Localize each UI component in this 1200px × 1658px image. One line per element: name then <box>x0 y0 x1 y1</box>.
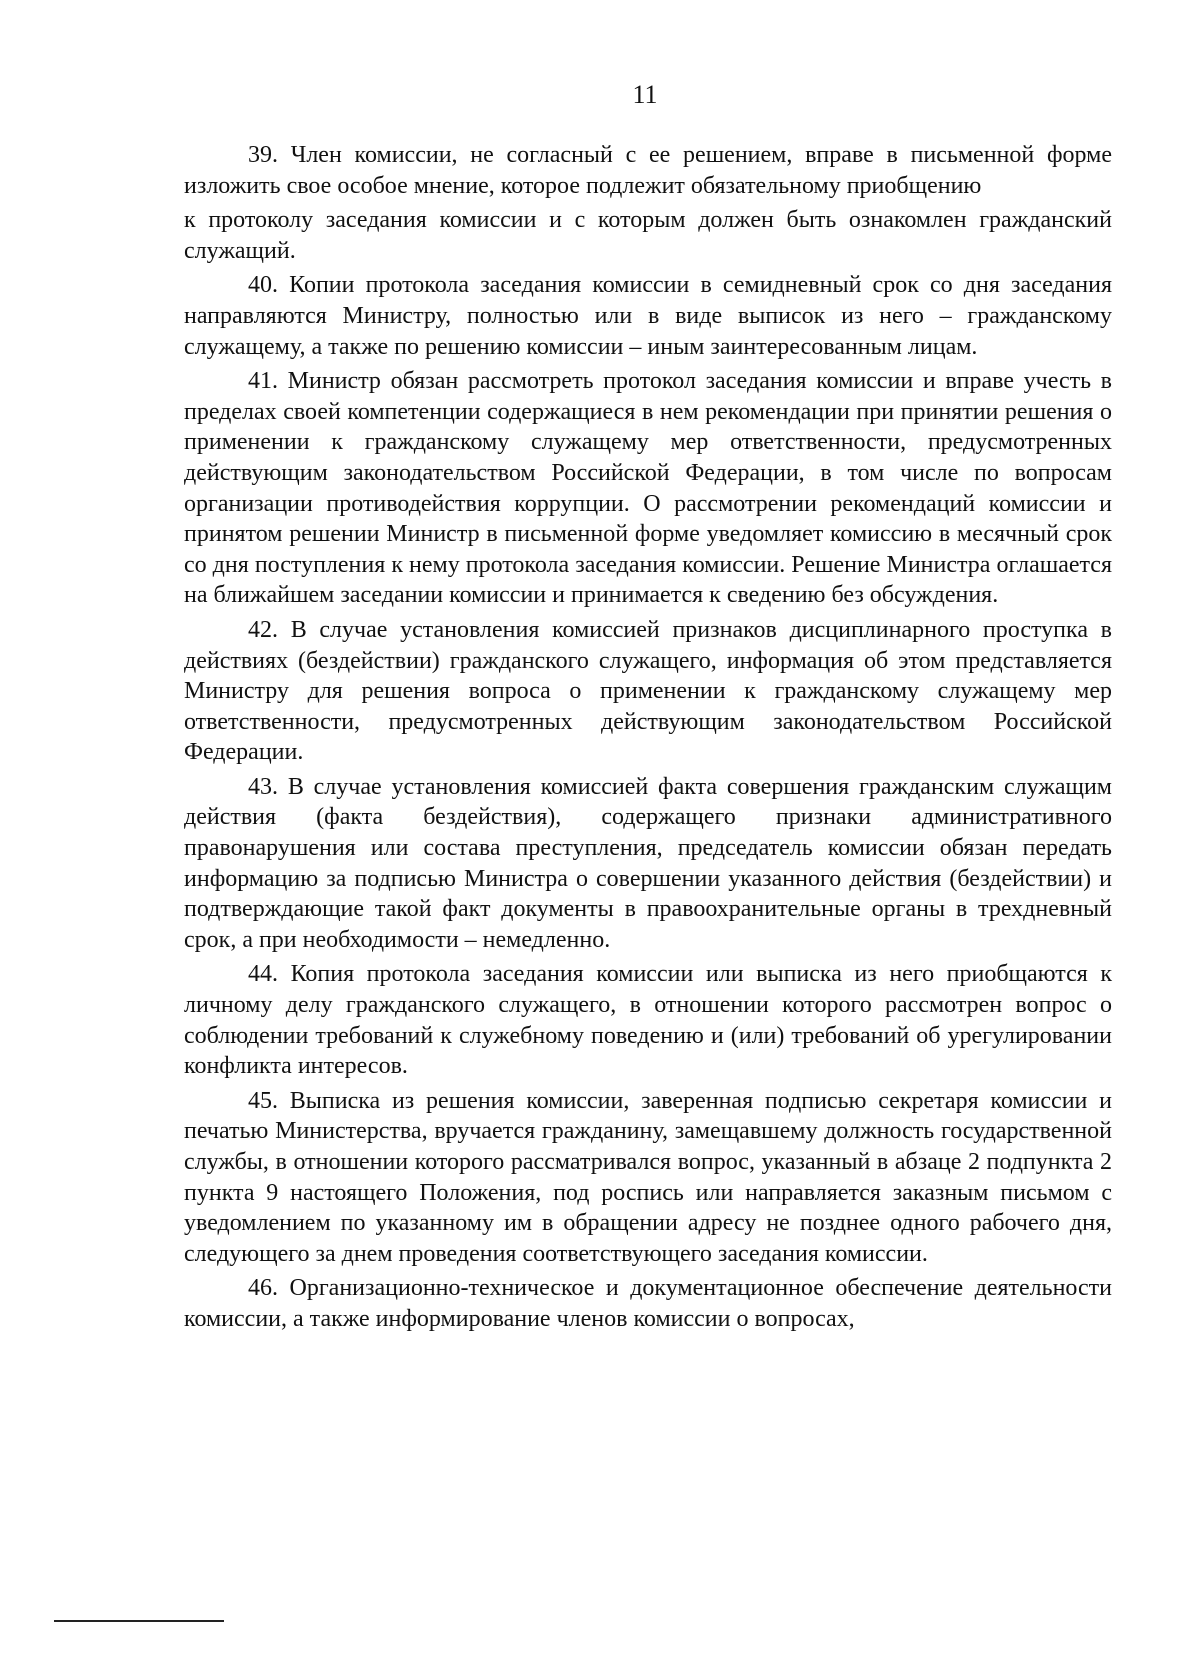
paragraph-39-continuation: к протоколу заседания комиссии и с которым должен быть ознакомлен гражданский служащий. <box>184 207 1112 264</box>
paragraph-45: 45. Выписка из решения комиссии, заверенная подписью секретаря комиссии и печатью Министерства, вручается гражданину, замещавшему должность государственной службы, в отношении которого рассматривался вопрос, указанный в абзаце 2 подпункта 2 пункта 9 настоящего Положения, под роспись или направляется заказным письмом с уведомлением по указанному им в обращении адресу не позднее одного рабочего дня, следующего за днем проведения соответствующего заседания комиссии. <box>184 1087 1112 1267</box>
document-body <box>184 140 1112 1339</box>
page-number: 11 <box>632 80 658 109</box>
paragraph-42: 42. В случае установления комиссией признаков дисциплинарного проступка в действиях (бездействии) гражданского служащего, информация об этом представляется Министру для решения вопроса о применении к гражданскому служащему мер ответственности, предусмотренных действующим законодательством Российской Федерации. <box>184 616 1112 766</box>
paragraph-46: 46. Организационно-техническое и документационное обеспечение деятельности комиссии, а также информирование членов комиссии о вопросах, <box>184 1275 1112 1332</box>
paragraph-43: 43. В случае установления комиссией факта совершения гражданским служащим действия (факта бездействия), содержащего признаки административного правонарушения или состава преступления, председатель комиссии обязан передать информацию за подписью Министра о совершении указанного действия (бездействии) и подтверждающие такой факт документы в правоохранительные органы в трехдневный срок, а при необходимости – немедленно. <box>184 773 1112 953</box>
paragraph-39: 39. Член комиссии, не согласный с ее решением, вправе в письменной форме изложить свое особое мнение, которое подлежит обязательному приобщению <box>184 142 1112 199</box>
paragraph-44: 44. Копия протокола заседания комиссии или выписка из него приобщаются к личному делу гражданского служащего, в отношении которого рассмотрен вопрос о соблюдении требований к служебному поведению и (или) требований об урегулировании конфликта интересов. <box>184 961 1112 1080</box>
footnote-separator-line <box>54 1620 224 1622</box>
paragraph-40: 40. Копии протокола заседания комиссии в семидневный срок со дня заседания направляются Министру, полностью или в виде выписок из него – гражданскому служащему, а также по решению комиссии – иным заинтересованным лицам. <box>184 272 1112 360</box>
paragraph-41: 41. Министр обязан рассмотреть протокол заседания комиссии и вправе учесть в пределах своей компетенции содержащиеся в нем рекомендации при принятии решения о применении к гражданскому служащему мер ответственности, предусмотренных действующим законодательством Российской Федерации, в том числе по вопросам организации противодействия коррупции. О рассмотрении рекомендаций комиссии и принятом решении Министр в письменной форме уведомляет комиссию в месячный срок со дня поступления к нему протокола заседания комиссии. Решение Министра оглашается на ближайшем заседании комиссии и принимается к сведению без обсуждения. <box>184 368 1112 609</box>
